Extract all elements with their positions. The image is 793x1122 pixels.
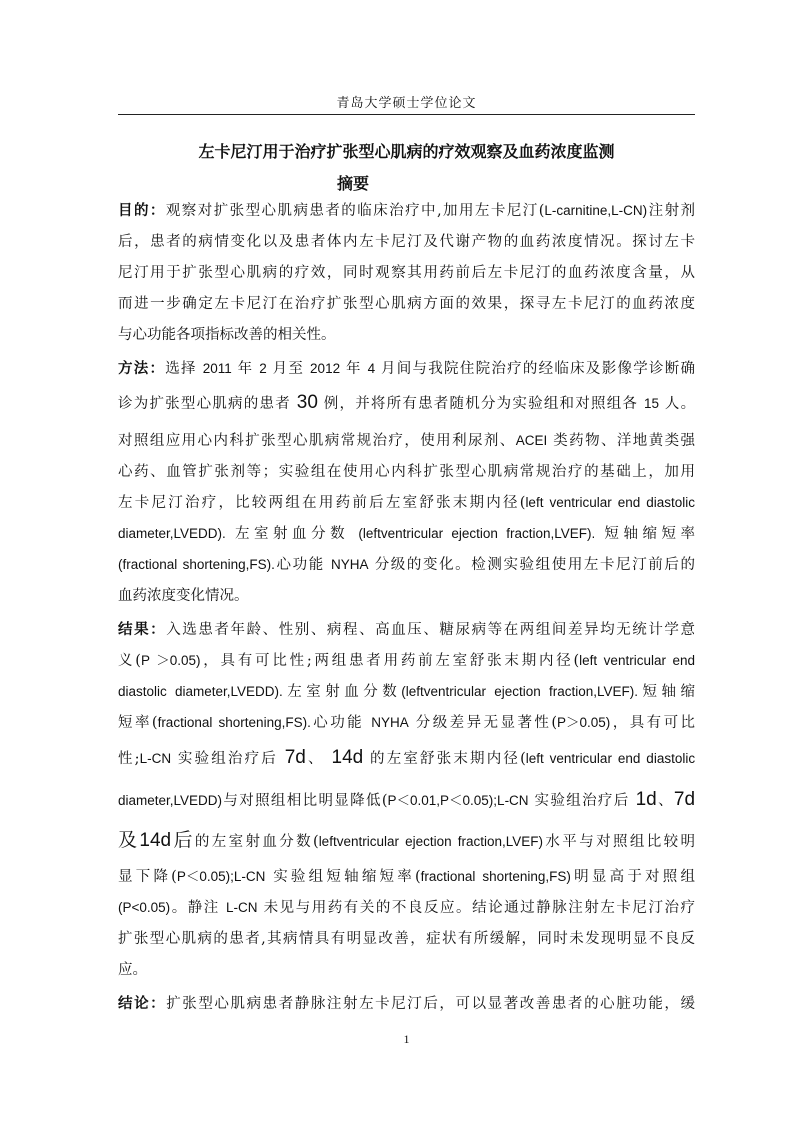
text-run: 与对照组相比明显降低( bbox=[222, 793, 388, 809]
text-line bbox=[118, 991, 695, 1019]
abstract-heading: 摘要 bbox=[336, 174, 369, 193]
text-run: 后 bbox=[171, 830, 195, 851]
text-line: 心药、血管扩张剂等；实验组在使用心内科扩张型心肌病常规治疗的基础上，加用 bbox=[118, 464, 695, 480]
text-run: 的左室射血分数( bbox=[194, 834, 319, 850]
text-run: 15 bbox=[643, 396, 660, 411]
text-run: 性; bbox=[118, 751, 140, 767]
text-line bbox=[118, 895, 695, 923]
text-run: 月间与我院住院治疗的经临床及影像学诊断确 bbox=[381, 361, 695, 377]
text-line bbox=[118, 710, 695, 738]
text-run: 义( bbox=[118, 653, 141, 669]
text-run: 、 bbox=[305, 751, 325, 767]
text-run: 2 bbox=[259, 361, 267, 376]
results-label: 结果： bbox=[118, 622, 167, 638]
text-run: 的左室舒张末期内径( bbox=[370, 751, 526, 767]
text-line bbox=[118, 828, 695, 856]
text-run: 心功能 bbox=[310, 715, 365, 731]
text-run: 明显高于对照组 bbox=[570, 869, 695, 885]
text-run: 入选患者年龄、性别、病程、高血压、糖尿病等在两组间差异均无统计学意 bbox=[166, 622, 695, 638]
text-run: L-CN bbox=[225, 900, 258, 915]
text-run: 分级差异无显著性( bbox=[415, 715, 558, 731]
text-run: 分级的变化。检测实验组使用左卡尼汀前后的 bbox=[374, 557, 695, 573]
text-run: 心功能 bbox=[274, 557, 325, 573]
text-run: 短轴缩短率 bbox=[604, 526, 695, 542]
text-line bbox=[118, 356, 695, 384]
text-run: L-CN bbox=[139, 751, 172, 766]
text-run: 诊为扩张型心肌病的患者 bbox=[118, 396, 291, 412]
text-run: diameter,LVEDD) bbox=[118, 793, 223, 808]
text-run: 水平与对照组比较明 bbox=[543, 834, 695, 850]
text-run: (leftventricular ejection fraction,LVEF). bbox=[401, 684, 639, 699]
text-run: NYHA bbox=[331, 557, 369, 572]
text-line bbox=[118, 617, 695, 645]
text-run: 实验组治疗后 bbox=[534, 793, 630, 809]
text-run: 选择 bbox=[165, 361, 197, 377]
text-line: 而进一步确定左卡尼汀在治疗扩张型心肌病方面的效果，探寻左卡尼汀的血药浓度 bbox=[118, 296, 695, 312]
page-number: 1 bbox=[403, 1032, 410, 1046]
text-run: 2011 bbox=[202, 361, 232, 376]
text-line bbox=[118, 490, 695, 518]
text-run: 、 bbox=[656, 793, 674, 809]
text-line bbox=[118, 679, 695, 707]
text-line bbox=[118, 521, 695, 549]
text-run: 短率( bbox=[118, 715, 158, 731]
conclusion-label: 结论： bbox=[118, 996, 167, 1012]
text-run: 2012 bbox=[310, 361, 341, 376]
text-run: (fractional shortening,FS). bbox=[118, 557, 275, 572]
objective-label: 目的： bbox=[118, 203, 166, 219]
page-header: 青岛大学硕士学位论文 bbox=[336, 96, 477, 111]
text-run: 年 bbox=[345, 361, 362, 377]
text-run: left ventricular end diastolic bbox=[525, 751, 695, 766]
text-run: 注射剂 bbox=[647, 203, 695, 219]
text-run: 1d bbox=[635, 789, 657, 810]
text-line: 血药浓度变化情况。 bbox=[118, 588, 249, 604]
text-run: 短轴缩 bbox=[638, 684, 695, 700]
text-run: ACEI bbox=[515, 433, 548, 448]
text-line: 后，患者的病情变化以及患者体内左卡尼汀及代谢产物的血药浓度情况。探讨左卡 bbox=[118, 234, 695, 250]
text-run: NYHA bbox=[371, 715, 409, 730]
text-run: 人。 bbox=[664, 396, 695, 412]
text-run: diastolic diameter,LVEDD). bbox=[118, 684, 283, 699]
text-run: 未见与用药有关的不良反应。结论通过静脉注射左卡尼汀治疗 bbox=[263, 900, 695, 916]
text-line: 应。 bbox=[118, 962, 147, 978]
text-run: 左室射血分数 bbox=[282, 684, 402, 700]
text-run: left ventricular end diastolic bbox=[525, 495, 695, 510]
text-line bbox=[118, 648, 695, 676]
text-line bbox=[118, 864, 695, 892]
text-run: 实验组治疗后 bbox=[177, 751, 278, 767]
text-run: ，具有可比 bbox=[610, 715, 695, 731]
text-run: 及 bbox=[118, 830, 140, 851]
text-run: 观察对扩张型心肌病患者的临床治疗中,加用左卡尼汀( bbox=[165, 203, 545, 219]
text-run: fractional shortening,FS) bbox=[420, 869, 571, 884]
text-line: 与心功能各项指标改善的相关性。 bbox=[118, 327, 336, 343]
document-title: 左卡尼汀用于治疗扩张型心肌病的疗效观察及血药浓度监测 bbox=[198, 142, 615, 161]
text-line bbox=[118, 552, 695, 580]
text-line bbox=[118, 787, 695, 815]
text-run: (P<0.05) bbox=[118, 900, 171, 915]
text-run: 类药物、洋地黄类强 bbox=[553, 433, 695, 449]
text-run: leftventricular ejection fraction,LVEF) bbox=[318, 834, 544, 849]
text-run: diameter,LVEDD). bbox=[118, 526, 226, 541]
text-line bbox=[118, 745, 695, 773]
text-run: 实验组短轴缩短率( bbox=[273, 869, 421, 885]
text-run: 左室射血分数 bbox=[234, 526, 350, 542]
text-run: ，具有可比性;两组患者用药前左室舒张末期内径( bbox=[200, 653, 580, 669]
text-run: 14d bbox=[139, 830, 172, 851]
text-line: 扩张型心肌病的患者,其病情具有明显改善，症状有所缓解，同时未发现明显不良反 bbox=[118, 931, 695, 947]
text-line bbox=[118, 198, 695, 226]
text-line bbox=[118, 390, 695, 418]
text-line: 尼汀用于扩张型心肌病的疗效，同时观察其用药前后左卡尼汀的血药浓度含量，从 bbox=[118, 265, 695, 281]
text-run: 左卡尼汀治疗，比较两组在用药前后左室舒张末期内径( bbox=[118, 495, 526, 511]
text-run: 7d bbox=[284, 747, 306, 768]
text-run: 30 bbox=[296, 392, 318, 413]
text-run: P＜0.01,P＜0.05);L-CN bbox=[387, 793, 529, 808]
text-run: 显下降( bbox=[118, 869, 177, 885]
text-run: 月至 bbox=[272, 361, 305, 377]
text-run: (leftventricular ejection fraction,LVEF). bbox=[358, 526, 596, 541]
text-run: 4 bbox=[367, 361, 376, 376]
text-run: 扩张型心肌病患者静脉注射左卡尼汀后，可以显著改善患者的心脏功能，缓 bbox=[166, 996, 695, 1012]
text-line bbox=[118, 428, 695, 456]
text-run: 例，并将所有患者随机分为实验组和对照组各 bbox=[323, 396, 639, 412]
text-run: left ventricular end bbox=[579, 653, 695, 668]
text-run: 对照组应用心内科扩张型心肌病常规治疗，使用利尿剂、 bbox=[118, 433, 516, 449]
text-run: P＜0.05);L-CN bbox=[176, 869, 266, 884]
text-run: 。静注 bbox=[170, 900, 220, 916]
header-rule bbox=[118, 114, 695, 115]
methods-label: 方法： bbox=[118, 361, 166, 377]
text-run: P＞0.05) bbox=[557, 715, 611, 730]
text-run: P ＞0.05) bbox=[140, 653, 201, 668]
text-run: L-carnitine,L-CN) bbox=[544, 203, 648, 218]
text-run: 7d bbox=[673, 789, 695, 810]
text-run: 年 bbox=[237, 361, 254, 377]
text-run: 14d bbox=[331, 747, 364, 768]
text-run: fractional shortening,FS). bbox=[157, 715, 311, 730]
